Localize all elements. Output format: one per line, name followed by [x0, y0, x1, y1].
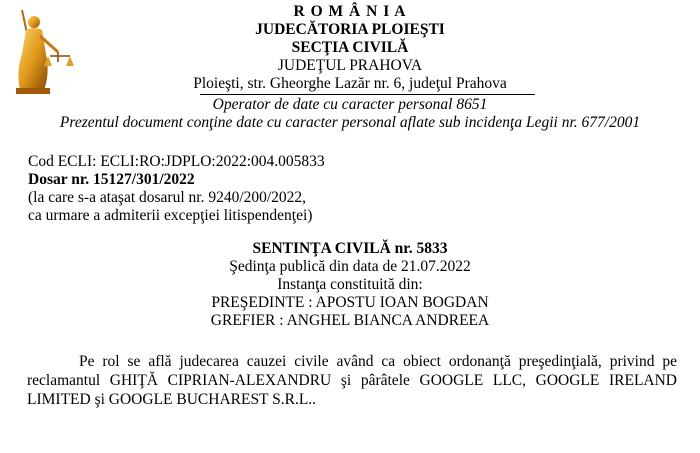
case-paragraph-text: Pe rol se află judecarea cauzei civile având ca obiect ordonanţă preşedinţială, privind pe reclamantul GHIŢĂ CIPRIAN-ALEXANDRU şi pârâtele GOOGLE LLC, GOOGLE IRELAND LIMITED şi GOOGLE BUCHAREST S.R.L.. — [27, 353, 677, 408]
operator-notice: Operator de date cu caracter personal 8651 — [212, 96, 488, 113]
section-name: SECŢIA CIVILĂ — [291, 39, 409, 56]
court-name: JUDECĂTORIA PLOIEŞTI — [255, 21, 445, 38]
header-divider — [200, 94, 535, 95]
county-name: JUDEŢUL PRAHOVA — [277, 57, 423, 74]
file-note-line2: ca urmare a admiterii excepţiei litispendenţei) — [28, 207, 313, 224]
court-address: Ploieşti, str. Gheorghe Lazăr nr. 6, judeţul Prahova — [193, 75, 507, 92]
ecli-code: Cod ECLI: ECLI:RO:JDPLO:2022:004.005833 — [28, 153, 325, 170]
file-number: Dosar nr. 15127/301/2022 — [28, 171, 195, 188]
file-note-line1: (la care s-a ataşat dosarul nr. 9240/200/2022, — [28, 189, 307, 206]
case-paragraph — [27, 352, 677, 409]
ruling-title: SENTINŢA CIVILĂ nr. 5833 — [252, 240, 448, 257]
session-date: Şedinţa publică din data de 21.07.2022 — [229, 258, 471, 275]
president-name: PREŞEDINTE : APOSTU IOAN BOGDAN — [211, 294, 489, 311]
panel-heading: Instanţa constituită din: — [277, 276, 423, 293]
country-heading: R O M Â N I A — [293, 3, 407, 20]
clerk-name: GREFIER : ANGHEL BIANCA ANDREEA — [210, 312, 490, 329]
personal-data-notice: Prezentul document conţine date cu caracter personal aflate sub incidenţa Legii nr. 677/2001 — [59, 114, 641, 131]
